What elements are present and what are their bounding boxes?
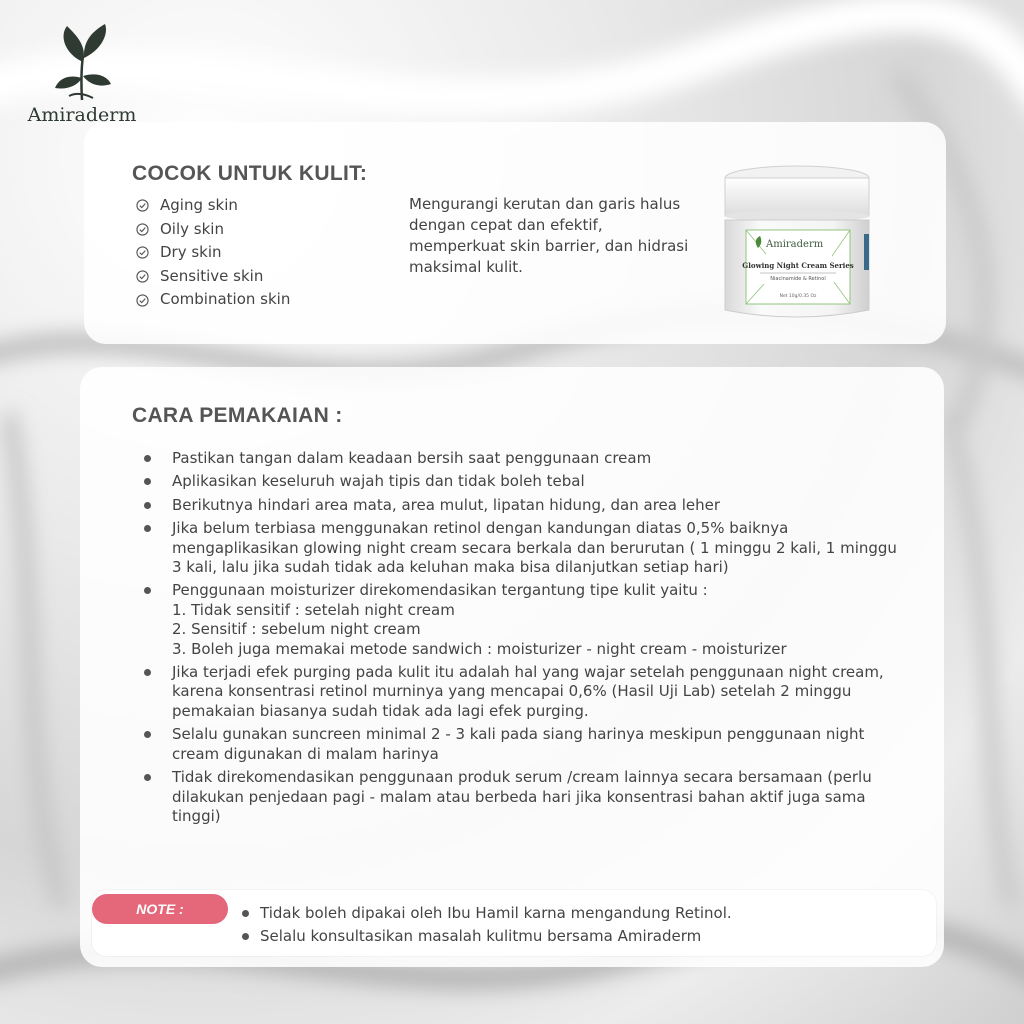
- skin-type-label: Oily skin: [160, 219, 224, 238]
- skin-type-label: Dry skin: [160, 243, 222, 262]
- list-item: [136, 194, 290, 218]
- brand-logo: [22, 22, 142, 126]
- skin-type-list: [136, 194, 290, 312]
- skin-type-label: Aging skin: [160, 196, 238, 214]
- check-circle-icon: [136, 246, 149, 259]
- bullet-icon: [144, 502, 151, 509]
- usage-step-text: Aplikasikan keseluruh wajah tipis dan tidak boleh tebal: [172, 472, 585, 491]
- skin-type-label: Combination skin: [160, 290, 291, 309]
- list-item: [144, 581, 904, 659]
- leaf-logo-icon: [47, 22, 117, 102]
- suitable-skin-card: [84, 122, 946, 344]
- suitable-title: COCOK UNTUK KULIT:: [132, 162, 368, 185]
- list-item: [136, 241, 290, 265]
- usage-step-text: Jika belum terbiasa menggunakan retinol dengan kandungan diatas 0,5% baiknya mengaplikasikan glowing night cream secara berkala dan berurutan ( 1 minggu 2 kali, 1 minggu 3 kali, lalu jika sudah tidak ada keluhan maka bisa dilanjutkan setiap hari): [172, 519, 897, 577]
- usage-title: CARA PEMAKAIAN :: [132, 404, 343, 427]
- check-circle-icon: [136, 270, 149, 283]
- bullet-icon: [144, 669, 151, 676]
- usage-step-text: Penggunaan moisturizer direkomendasikan tergantung tipe kulit yaitu :: [172, 581, 708, 600]
- list-item: [144, 768, 904, 826]
- bullet-icon: [144, 774, 151, 781]
- list-item: [144, 496, 904, 515]
- jar-product-name: Glowing Night Cream Series: [742, 261, 854, 270]
- list-item: [144, 449, 904, 468]
- list-item: [242, 902, 732, 925]
- note-label: NOTE :: [92, 894, 228, 924]
- usage-substep-text: 2. Sensitif : sebelum night cream: [172, 620, 421, 639]
- usage-substep-text: 3. Boleh juga memakai metode sandwich : moisturizer - night cream - moisturizer: [172, 639, 787, 658]
- product-jar-image: [720, 164, 874, 324]
- bullet-icon: [242, 910, 249, 917]
- usage-steps-list: [144, 449, 904, 830]
- check-circle-icon: [136, 294, 149, 307]
- list-item: [242, 925, 732, 948]
- bullet-icon: [144, 525, 151, 532]
- check-circle-icon: [136, 199, 149, 212]
- jar-brand-text: Amiraderm: [766, 239, 824, 250]
- note-text: Tidak boleh dipakai oleh Ibu Hamil karna mengandung Retinol.: [260, 904, 732, 922]
- list-item: [136, 265, 290, 289]
- usage-step-text: Pastikan tangan dalam keadaan bersih saat penggunaan cream: [172, 449, 652, 467]
- brand-name: Amiraderm: [27, 104, 137, 126]
- usage-step-text: Berikutnya hindari area mata, area mulut, lipatan hidung, dan area leher: [172, 495, 721, 514]
- bullet-icon: [144, 478, 151, 485]
- product-benefit-text: Mengurangi kerutan dan garis halus dengan cepat dan efektif, memperkuat skin barrier, dan hidrasi maksimal kulit.: [409, 195, 689, 276]
- usage-step-text: Selalu gunakan suncreen minimal 2 - 3 kali pada siang harinya meskipun penggunaan night cream digunakan di malam harinya: [172, 725, 865, 763]
- jar-ingredients: Niacinamide & Retinol: [770, 276, 826, 282]
- list-item: [144, 725, 904, 764]
- usage-step-text: Jika terjadi efek purging pada kulit itu adalah hal yang wajar setelah penggunaan night cream, karena konsentrasi retinol murninya yang mencapai 0,6% (Hasil Uji Lab) setelah 2 minggu pemakaian biasanya sudah tidak ada lagi efek purging.: [172, 663, 884, 720]
- check-circle-icon: [136, 223, 149, 236]
- usage-substep-text: 1. Tidak sensitif : setelah night cream: [172, 600, 455, 619]
- list-item: [144, 663, 904, 721]
- bullet-icon: [144, 587, 151, 594]
- note-box: [92, 890, 936, 956]
- list-item: [144, 519, 904, 577]
- usage-step-text: Tidak direkomendasikan penggunaan produk serum /cream lainnya secara bersamaan (perlu dilakukan penjedaan pagi - malam atau berbeda hari jika konsentrasi bahan aktif juga sama tinggi): [172, 768, 872, 825]
- list-item: [144, 472, 904, 491]
- note-text: Selalu konsultasikan masalah kulitmu bersama Amiraderm: [260, 927, 702, 945]
- list-item: [136, 288, 290, 312]
- bullet-icon: [144, 455, 151, 462]
- bullet-icon: [242, 933, 249, 940]
- note-list: [242, 902, 732, 948]
- jar-net-weight: Net 10g/0.35 Oz: [779, 294, 817, 299]
- bullet-icon: [144, 731, 151, 738]
- skin-type-label: Sensitive skin: [160, 266, 264, 285]
- list-item: [136, 218, 290, 242]
- usage-card: [80, 367, 944, 967]
